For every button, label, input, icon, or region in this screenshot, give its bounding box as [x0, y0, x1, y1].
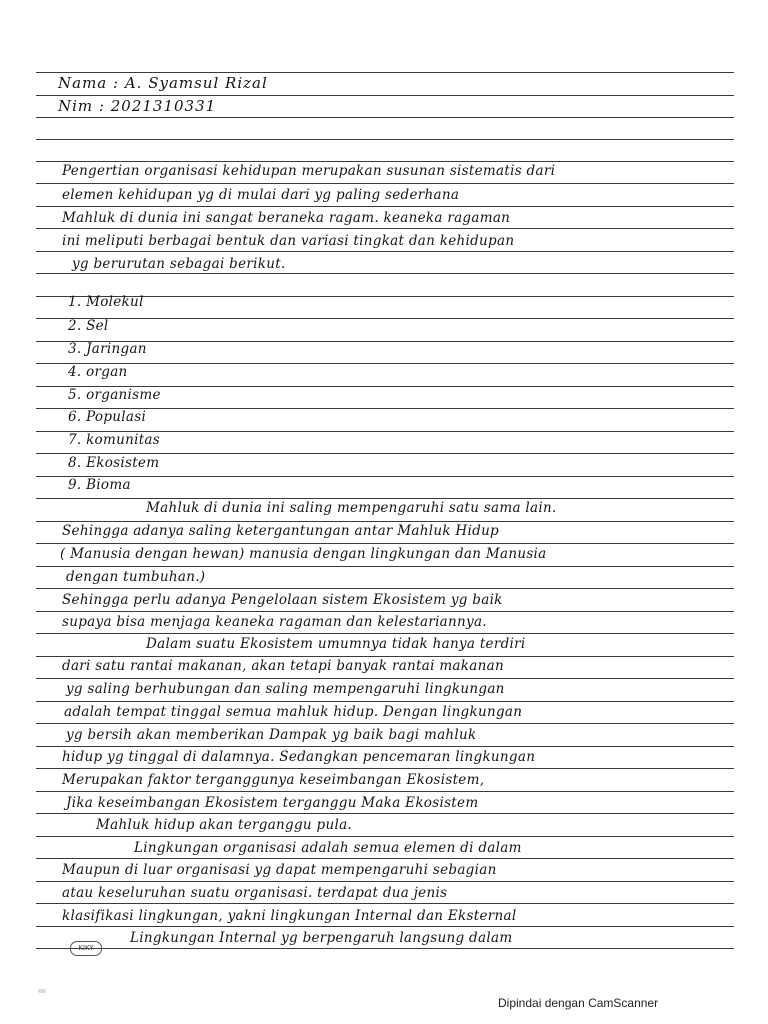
text-line: yg bersih akan memberikan Dampak yg baik bagi mahluk	[66, 727, 477, 743]
ruled-line	[36, 498, 734, 499]
ruled-line	[36, 117, 734, 118]
ruled-line	[36, 723, 734, 724]
student-nim: Nim : 2021310331	[58, 97, 217, 115]
ruled-line	[36, 948, 734, 949]
text-line: Sehingga perlu adanya Pengelolaan sistem Ekosistem yg baik	[62, 592, 503, 608]
notebook-brand-badge: KIKY	[70, 941, 102, 956]
text-line: klasifikasi lingkungan, yakni lingkungan Internal dan Eksternal	[62, 908, 517, 924]
student-name: Nama : A. Syamsul Rizal	[58, 74, 268, 92]
ruled-line	[36, 678, 734, 679]
text-line: Dalam suatu Ekosistem umumnya tidak hanya terdiri	[146, 636, 526, 652]
list-item: 7. komunitas	[68, 432, 160, 448]
ruled-line	[36, 903, 734, 904]
ruled-line	[36, 881, 734, 882]
ruled-line	[36, 588, 734, 589]
ruled-line	[36, 746, 734, 747]
ruled-line	[36, 858, 734, 859]
ruled-line	[36, 251, 734, 252]
ruled-line	[36, 611, 734, 612]
list-item: 5. organisme	[68, 387, 161, 403]
text-line: yg berurutan sebagai berikut.	[72, 256, 286, 272]
text-line: Mahluk hidup akan terganggu pula.	[96, 817, 353, 833]
ruled-line	[36, 183, 734, 184]
text-line: Maupun di luar organisasi yg dapat mempengaruhi sebagian	[62, 862, 497, 878]
text-line: Merupakan faktor terganggunya keseimbangan Ekosistem,	[62, 772, 485, 788]
scanner-watermark: Dipindai dengan CamScanner	[498, 996, 659, 1010]
list-item: 2. Sel	[68, 318, 109, 334]
list-item: 4. organ	[68, 364, 128, 380]
ruled-line	[36, 656, 734, 657]
ruled-line	[36, 633, 734, 634]
ruled-line	[36, 95, 734, 96]
text-line: dari satu rantai makanan, akan tetapi banyak rantai makanan	[62, 658, 504, 674]
text-line: atau keseluruhan suatu organisasi. terdapat dua jenis	[62, 885, 448, 901]
text-line: dengan tumbuhan.)	[66, 569, 206, 585]
ruled-line	[36, 72, 734, 73]
ruled-line	[36, 206, 734, 207]
list-item: 3. Jaringan	[68, 341, 147, 357]
ruled-line	[36, 926, 734, 927]
text-line: ( Manusia dengan hewan) manusia dengan lingkungan dan Manusia	[60, 546, 547, 562]
list-item: 6. Populasi	[68, 409, 147, 425]
ruled-line	[36, 813, 734, 814]
ruled-line	[36, 521, 734, 522]
text-line: Lingkungan organisasi adalah semua elemen di dalam	[134, 840, 522, 856]
ruled-line	[36, 476, 734, 477]
ruled-line	[36, 566, 734, 567]
text-line: supaya bisa menjaga keaneka ragaman dan kelestariannya.	[62, 614, 487, 630]
ink-smudge	[38, 989, 46, 993]
text-line: ini meliputi berbagai bentuk dan variasi tingkat dan kehidupan	[62, 233, 515, 249]
ruled-line	[36, 318, 734, 319]
ruled-line	[36, 836, 734, 837]
ruled-line	[36, 228, 734, 229]
text-line: elemen kehidupan yg di mulai dari yg paling sederhana	[62, 187, 460, 203]
ruled-line	[36, 161, 734, 162]
ruled-line	[36, 791, 734, 792]
ruled-line	[36, 453, 734, 454]
text-line: Mahluk di dunia ini saling mempengaruhi satu sama lain.	[146, 500, 557, 516]
text-line: hidup yg tinggal di dalamnya. Sedangkan pencemaran lingkungan	[62, 749, 536, 765]
ruled-line	[36, 363, 734, 364]
ruled-line	[36, 139, 734, 140]
text-line: Lingkungan Internal yg berpengaruh langsung dalam	[130, 930, 513, 946]
list-item: 8. Ekosistem	[68, 455, 160, 471]
text-line: Mahluk di dunia ini sangat beraneka ragam. keaneka ragaman	[62, 210, 511, 226]
text-line: yg saling berhubungan dan saling mempengaruhi lingkungan	[66, 681, 505, 697]
ruled-line	[36, 273, 734, 274]
text-line: Jika keseimbangan Ekosistem terganggu Maka Ekosistem	[66, 795, 479, 811]
text-line: Pengertian organisasi kehidupan merupakan susunan sistematis dari	[62, 163, 556, 179]
list-item: 1. Molekul	[68, 294, 144, 310]
text-line: Sehingga adanya saling ketergantungan antar Mahluk Hidup	[62, 523, 499, 539]
list-item: 9. Bioma	[68, 477, 131, 493]
ruled-line	[36, 701, 734, 702]
ruled-line	[36, 543, 734, 544]
text-line: adalah tempat tinggal semua mahluk hidup. Dengan lingkungan	[64, 704, 523, 720]
ruled-line	[36, 768, 734, 769]
